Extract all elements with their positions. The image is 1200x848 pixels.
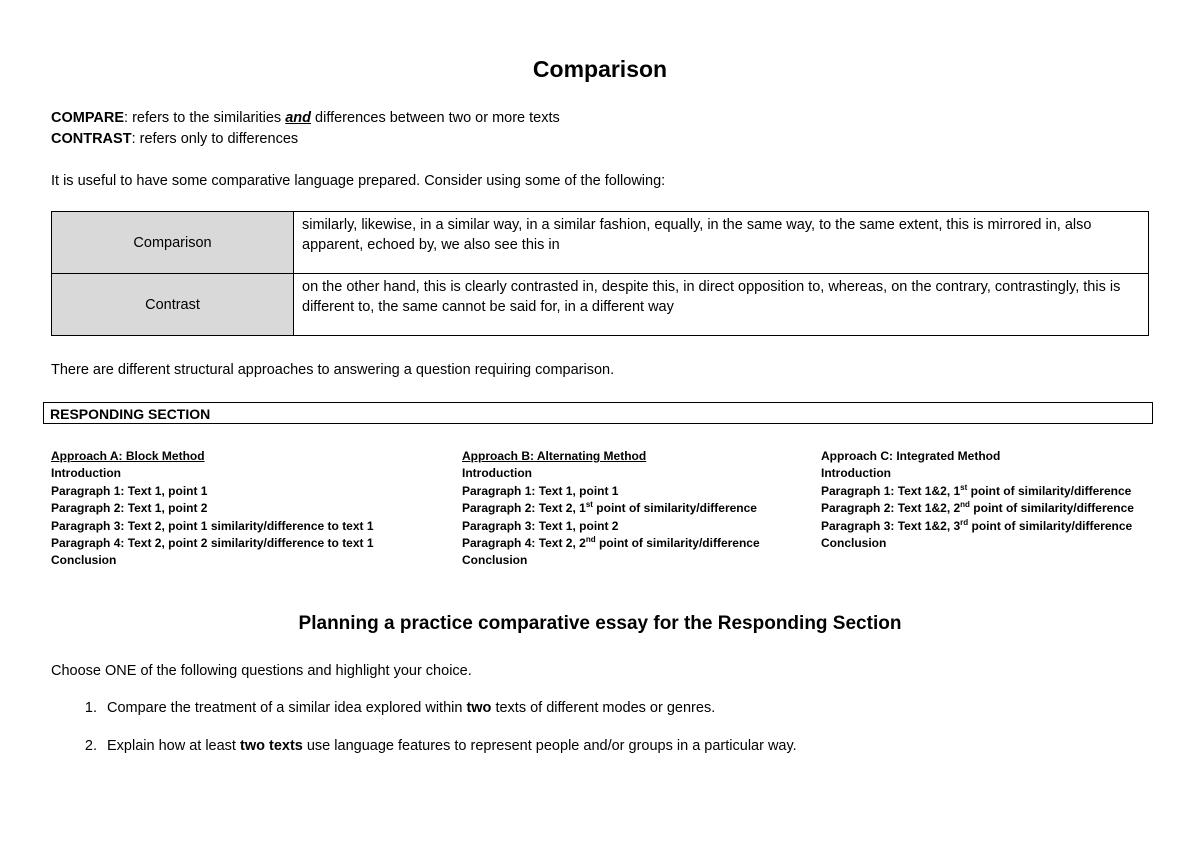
approach-c-p2-post: point of similarity/difference	[969, 501, 1134, 516]
question-2-bold: two texts	[240, 738, 303, 754]
compare-definition	[51, 110, 560, 126]
approach-b-p2-sup: st	[585, 500, 593, 510]
section-heading: RESPONDING SECTION	[43, 402, 1153, 424]
approach-b-p4	[462, 535, 760, 552]
question-1-post: texts of different modes or genres.	[491, 700, 716, 716]
row-text-comparison: similarly, likewise, in a similar way, in a similar fashion, equally, in the same way, to the same extent, this is mirrored in, also apparent, echoed by, we also see this in	[294, 212, 1149, 274]
approach-b-p4-post: point of similarity/difference	[595, 536, 760, 551]
approach-c-p3-post: point of similarity/difference	[968, 518, 1133, 533]
approach-b-p4-pre: Paragraph 4: Text 2, 2	[462, 536, 586, 551]
approach-a-intro: Introduction	[51, 466, 121, 481]
approach-b-heading: Approach B: Alternating Method	[462, 449, 647, 463]
question-2-post: use language features to represent people and/or groups in a particular way.	[302, 738, 797, 754]
intro-text: It is useful to have some comparative language prepared. Consider using some of the following:	[51, 173, 666, 189]
page-title: Comparison	[532, 56, 668, 82]
question-1-pre: Compare the treatment of a similar idea explored within	[107, 700, 467, 716]
contrast-text: : refers only to differences	[131, 131, 299, 147]
planning-title: Planning a practice comparative essay for the Responding Section	[298, 613, 902, 634]
question-list	[51, 700, 797, 754]
compare-text-pre: : refers to the similarities	[124, 110, 286, 126]
compare-term: COMPARE	[51, 110, 125, 126]
table-row	[52, 212, 1149, 274]
approach-a-heading: Approach A: Block Method	[51, 449, 205, 463]
question-1-bold: two	[466, 700, 492, 716]
approach-c-p3	[821, 518, 1134, 535]
row-text-contrast: on the other hand, this is clearly contrasted in, despite this, in direct opposition to, whereas, on the contrary, contrastingly, this is different to, the same cannot be said for, in a different way	[294, 274, 1149, 336]
approach-c-p2-pre: Paragraph 2: Text 1&2, 2	[821, 501, 961, 516]
approach-c-p2-sup: nd	[960, 500, 970, 510]
approach-c-p1-sup: st	[960, 482, 968, 492]
compare-and: and	[285, 110, 311, 126]
structural-note: There are different structural approaches to answering a question requiring comparison.	[51, 362, 615, 378]
approach-b-p2-post: point of similarity/difference	[592, 501, 757, 516]
approach-a	[51, 448, 374, 570]
approach-b-p2	[462, 500, 760, 517]
contrast-definition	[51, 131, 298, 147]
question-2-pre: Explain how at least	[107, 738, 240, 754]
row-label-comparison: Comparison	[52, 212, 294, 274]
approach-a-p4: Paragraph 4: Text 2, point 2 similarity/difference to text 1	[51, 536, 374, 551]
approach-c-conclusion: Conclusion	[821, 536, 887, 551]
approach-b-conclusion: Conclusion	[462, 553, 528, 568]
approach-b	[462, 448, 760, 570]
approach-a-conclusion: Conclusion	[51, 553, 117, 568]
approach-c-p1-pre: Paragraph 1: Text 1&2, 1	[821, 483, 961, 498]
choose-instruction: Choose ONE of the following questions and highlight your choice.	[51, 663, 472, 679]
list-item	[101, 700, 797, 716]
approach-c-p3-sup: rd	[960, 517, 969, 527]
approach-c-intro: Introduction	[821, 466, 891, 481]
list-item	[101, 738, 797, 754]
approach-c-p1	[821, 483, 1134, 500]
approach-a-p2: Paragraph 2: Text 1, point 2	[51, 501, 208, 516]
approach-b-p2-pre: Paragraph 2: Text 2, 1	[462, 501, 586, 516]
approach-b-p4-sup: nd	[585, 535, 596, 545]
row-label-contrast: Contrast	[52, 274, 294, 336]
approach-c	[821, 448, 1134, 552]
approach-b-p3: Paragraph 3: Text 1, point 2	[462, 518, 619, 533]
approach-b-p1: Paragraph 1: Text 1, point 1	[462, 483, 619, 498]
table-row	[52, 274, 1149, 336]
approach-c-p1-post: point of similarity/difference	[967, 483, 1132, 498]
approach-a-p3: Paragraph 3: Text 2, point 1 similarity/difference to text 1	[51, 518, 374, 533]
comparative-language-table	[51, 211, 1149, 336]
approach-a-p1: Paragraph 1: Text 1, point 1	[51, 483, 208, 498]
approach-c-p3-pre: Paragraph 3: Text 1&2, 3	[821, 518, 961, 533]
approach-b-intro: Introduction	[462, 466, 532, 481]
contrast-term: CONTRAST	[51, 131, 132, 147]
approach-c-heading: Approach C: Integrated Method	[821, 449, 1001, 463]
approach-c-p2	[821, 500, 1134, 517]
compare-text-post: differences between two or more texts	[311, 110, 560, 126]
